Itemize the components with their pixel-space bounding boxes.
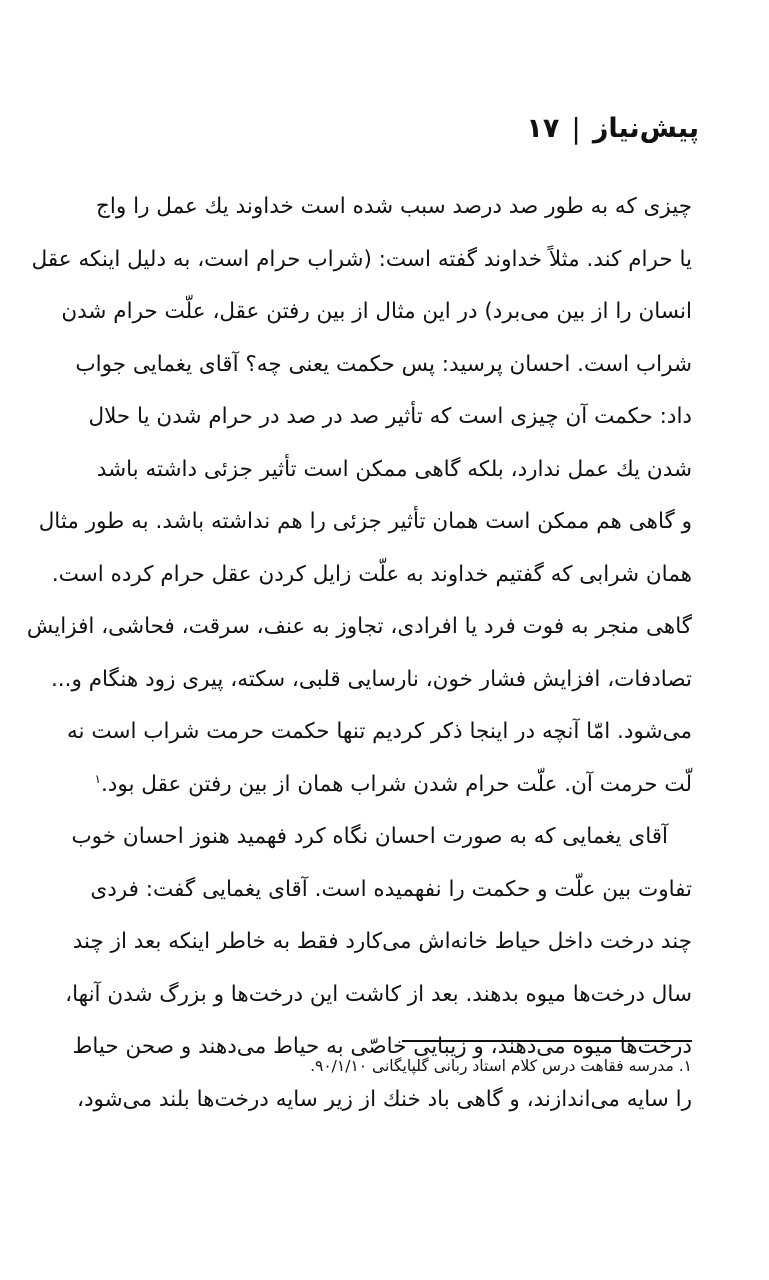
footnote-divider (402, 1040, 692, 1042)
text-line: انسان را از بین می‌برد) در این مثال از بین رفتن عقل، علّت حرام شدن (61, 299, 692, 324)
text-line: تصادفات، افزایش فشار خون، نارسایی قلبی، سکته، پیری زود هنگام و... (50, 666, 692, 692)
body-text (26, 181, 692, 1126)
page-number: ۱۷ (526, 112, 560, 144)
header-separator: | (571, 111, 581, 145)
text-line: شدن یك عمل ندارد، بلکه گاهی ممکن است تأثیر جزئی داشته باشد (96, 456, 692, 482)
text-line: چند درخت داخل حیاط خانه‌اش می‌کارد فقط به خاطر اینکه بعد از چند (72, 929, 692, 954)
text-line: گاهی منجر به فوت فرد یا افرادی، تجاوز به عنف، سرقت، فحاشی، افزایش (26, 614, 692, 639)
text-line: یا حرام کند. مثلاً خداوند گفته است: (شراب حرام است، به دلیل اینکه عقل (31, 246, 692, 272)
text-line: و گاهی هم ممکن است همان تأثیر جزئی را هم نداشته باشد. به طور مثال (38, 509, 692, 534)
text-line-content: لّت حرمت آن. علّت حرام شدن شراب همان از بین رفتن عقل بود. (100, 771, 692, 797)
text-line: سال درخت‌ها میوه بدهند. بعد از کاشت این درخت‌ها و بزرگ شدن آنها، (65, 981, 692, 1007)
text-line: چیزی که به طور صد درصد سبب شده است خداوند یك عمل را واج (96, 194, 692, 219)
text-line: همان شرابی که گفتیم خداوند به علّت زایل کردن عقل حرام کرده است. (51, 561, 692, 587)
paragraph-first-line: آقای یغمایی که به صورت احسان نگاه کرد فهمید هنوز احسان خوب (71, 824, 668, 849)
text-line: تفاوت بین علّت و حکمت را نفهمیده است. آقای یغمایی گفت: فردی (90, 876, 692, 902)
footnote-marker: ۱ (94, 771, 101, 786)
page-header (526, 108, 699, 148)
text-line: می‌شود. امّا آنچه در اینجا ذکر کردیم تنها حکمت حرمت شراب است نه (67, 719, 692, 744)
text-line: داد: حکمت آن چیزی است که تأثیر صد در صد در حرام شدن یا حلال (88, 404, 692, 429)
footnote: ۱. مدرسه فقاهت درس کلام استاد ربانی گلپایگانی ۹۰/۱/۱۰. (310, 1057, 692, 1075)
header-title: پیش‌نیاز (592, 112, 699, 144)
text-line: شراب است. احسان پرسید: پس حکمت یعنی چه؟ آقای یغمایی جواب (75, 351, 692, 377)
text-line: درخت‌ها میوه می‌دهند، و زیبایی خاصّی به حیاط می‌دهند و صحن حیاط (72, 1034, 692, 1059)
text-line-with-footnote (94, 759, 692, 812)
text-line: را سایه می‌اندازند، و گاهی باد خنك از زیر سایه درخت‌ها بلند می‌شود، (77, 1086, 692, 1112)
